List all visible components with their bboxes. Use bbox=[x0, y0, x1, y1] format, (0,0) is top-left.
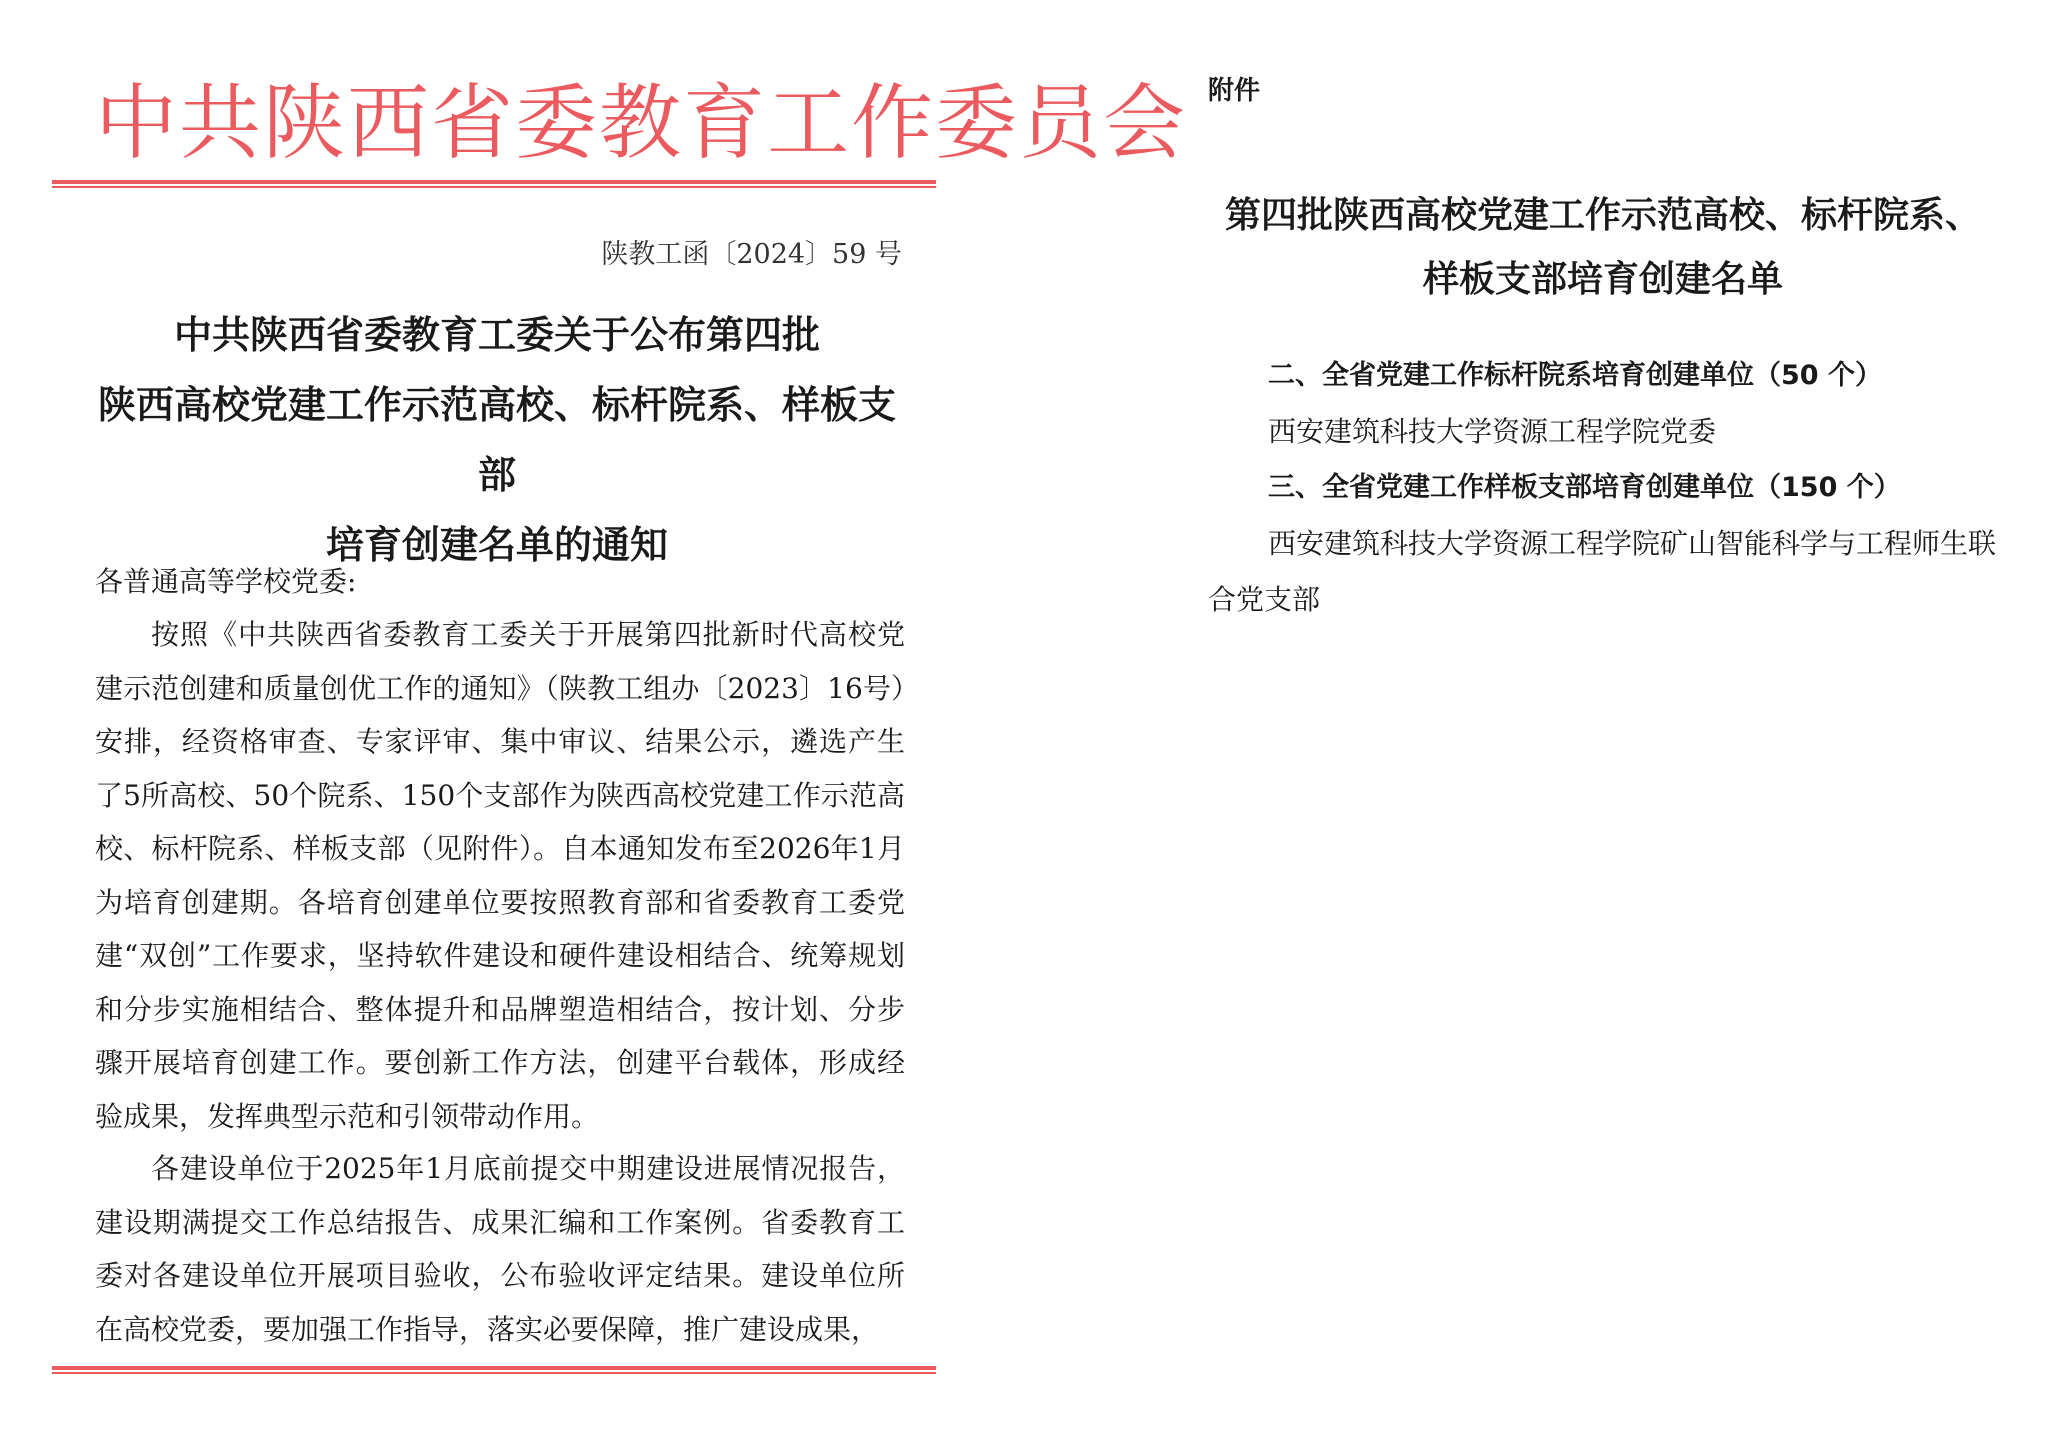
notice-title-line: 陕西高校党建工作示范高校、标杆院系、样板支部 bbox=[97, 382, 896, 497]
section-entry: 西安建筑科技大学资源工程学院党委 bbox=[1268, 415, 1717, 448]
salutation: 各普通高等学校党委: bbox=[95, 565, 357, 598]
document-number: 陕教工函〔2024〕59 号 bbox=[601, 239, 902, 270]
notice-title-line: 培育创建名单的通知 bbox=[325, 522, 668, 567]
notice-title bbox=[82, 300, 912, 580]
section-heading: 二、全省党建工作标杆院系培育创建单位（50 个） bbox=[1268, 360, 1882, 391]
annex-title-line: 第四批陕西高校党建工作示范高校、标杆院系、 bbox=[1224, 194, 1981, 236]
annex-title-line: 样板支部培育创建名单 bbox=[1422, 258, 1783, 300]
section-heading: 三、全省党建工作样板支部培育创建单位（150 个） bbox=[1268, 472, 1901, 503]
body-paragraph: 各建设单位于2025年1月底前提交中期建设进展情况报告，建设期满提交工作总结报告、成果汇编和工作案例。省委教育工委对各建设单位开展项目验收，公布验收评定结果。建设单位所在高校党委，要加强工作指导，落实必要保障，推广建设成果， bbox=[95, 1152, 905, 1346]
annex-title bbox=[1208, 183, 1998, 311]
letterhead-title: 中共陕西省委教育工作委员会 bbox=[95, 76, 1188, 171]
footer-red-rule bbox=[52, 1366, 936, 1374]
annex-label: 附件 bbox=[1208, 76, 1261, 106]
notice-title-line: 中共陕西省委教育工委关于公布第四批 bbox=[173, 312, 820, 357]
annex-page bbox=[1180, 0, 2048, 1434]
body-paragraph: 按照《中共陕西省委教育工委关于开展第四批新时代高校党建示范创建和质量创优工作的通知》（陕教工组办〔2023〕16号）安排，经资格审查、专家评审、集中审议、结果公示，遴选产生了5所高校、50个院系、150个支部作为陕西高校党建工作示范高校、标杆院系、样板支部（见附件）。自本通知发布至2026年1月为培育创建期。各培育创建单位要按照教育部和省委教育工委党建“双创”工作要求，坚持软件建设和硬件建设相结合、统筹规划和分步实施相结合、整体提升和品牌塑造相结合，按计划、分步骤开展培育创建工作。要创新工作方法，创建平台载体，形成经验成果，发挥典型示范和引领带动作用。 bbox=[95, 618, 905, 1133]
letterhead-red-rule bbox=[52, 180, 936, 188]
section-entry: 西安建筑科技大学资源工程学院矿山智能科学与工程师生联合党支部 bbox=[1208, 527, 1997, 616]
